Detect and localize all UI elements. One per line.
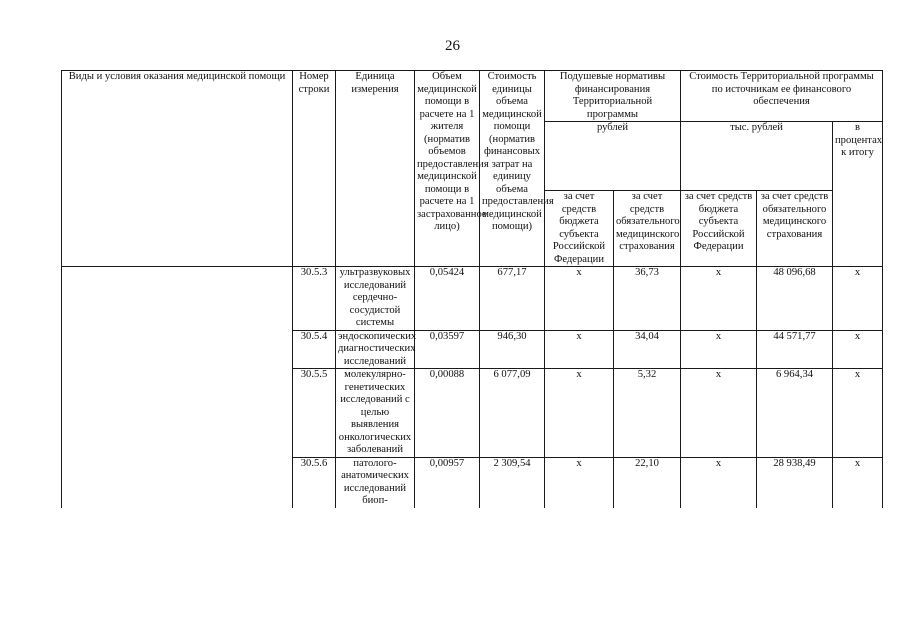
unit-cell: патолого-анатомических исследований биоп-	[336, 457, 415, 508]
volume-cell: 0,00957	[415, 457, 480, 508]
header-pc-budget: за счет средств бюджета субъекта Российской Федерации	[545, 191, 614, 267]
header-volume: Объем медицинской помощи в расчете на 1 жителя (норматив объемов предоставления медицинской помощи в расчете на 1 застрахованное лицо)	[415, 71, 480, 267]
unit-cell: ультразвуковых исследований сердечно-сосудистой системы	[336, 267, 415, 331]
cost-oms-cell: 48 096,68	[757, 267, 833, 331]
cost-oms-cell: 44 571,77	[757, 330, 833, 369]
cost-budget-cell: х	[681, 267, 757, 331]
pc-budget-cell: х	[545, 457, 614, 508]
row-number: 30.5.4	[293, 330, 336, 369]
cost-cell: 677,17	[480, 267, 545, 331]
percent-cell: х	[833, 369, 883, 458]
pc-oms-cell: 34,04	[614, 330, 681, 369]
pc-oms-cell: 5,32	[614, 369, 681, 458]
cost-cell: 2 309,54	[480, 457, 545, 508]
cost-budget-cell: х	[681, 369, 757, 458]
header-percent: в процентах к итогу	[833, 122, 883, 267]
pc-oms-cell: 36,73	[614, 267, 681, 331]
financing-table	[61, 70, 883, 508]
pc-budget-cell: х	[545, 267, 614, 331]
header-cost-budget: за счет средств бюджета субъекта Российской Федерации	[681, 191, 757, 267]
volume-cell: 0,03597	[415, 330, 480, 369]
pc-budget-cell: х	[545, 330, 614, 369]
volume-cell: 0,05424	[415, 267, 480, 331]
cost-oms-cell: 28 938,49	[757, 457, 833, 508]
type-of-care-cell	[62, 267, 293, 508]
pc-budget-cell: х	[545, 369, 614, 458]
cost-cell: 946,30	[480, 330, 545, 369]
header-type-of-care: Виды и условия оказания медицинской помощи	[62, 71, 293, 267]
header-row-number: Номер строки	[293, 71, 336, 267]
cost-budget-cell: х	[681, 330, 757, 369]
cost-cell: 6 077,09	[480, 369, 545, 458]
header-unit-cost: Стоимость единицы объема медицинской помощи (норматив финансовых затрат на единицу объема предоставления медицинской помощи)	[480, 71, 545, 267]
cost-budget-cell: х	[681, 457, 757, 508]
header-program-cost: Стоимость Территориальной программы по источникам ее финансового обеспечения	[681, 71, 883, 122]
header-per-capita-norms: Подушевые нормативы финансирования Территориальной программы	[545, 71, 681, 122]
unit-cell: эндоскопических диагностических исследований	[336, 330, 415, 369]
volume-cell: 0,00088	[415, 369, 480, 458]
row-number: 30.5.5	[293, 369, 336, 458]
header-cost-unit: тыс. рублей	[681, 122, 833, 191]
percent-cell: х	[833, 330, 883, 369]
unit-cell: молекулярно-генетических исследований с целью выявления онкологических заболеваний	[336, 369, 415, 458]
percent-cell: х	[833, 457, 883, 508]
row-number: 30.5.3	[293, 267, 336, 331]
pc-oms-cell: 22,10	[614, 457, 681, 508]
header-pc-oms: за счет средств обязательного медицинского страхования	[614, 191, 681, 267]
header-per-capita-unit: рублей	[545, 122, 681, 191]
header-unit: Единица измерения	[336, 71, 415, 267]
table-row	[62, 267, 883, 331]
percent-cell: х	[833, 267, 883, 331]
header-cost-oms: за счет средств обязательного медицинского страхования	[757, 191, 833, 267]
row-number: 30.5.6	[293, 457, 336, 508]
page-number: 26	[445, 38, 460, 54]
header-row-1	[62, 71, 883, 122]
cost-oms-cell: 6 964,34	[757, 369, 833, 458]
